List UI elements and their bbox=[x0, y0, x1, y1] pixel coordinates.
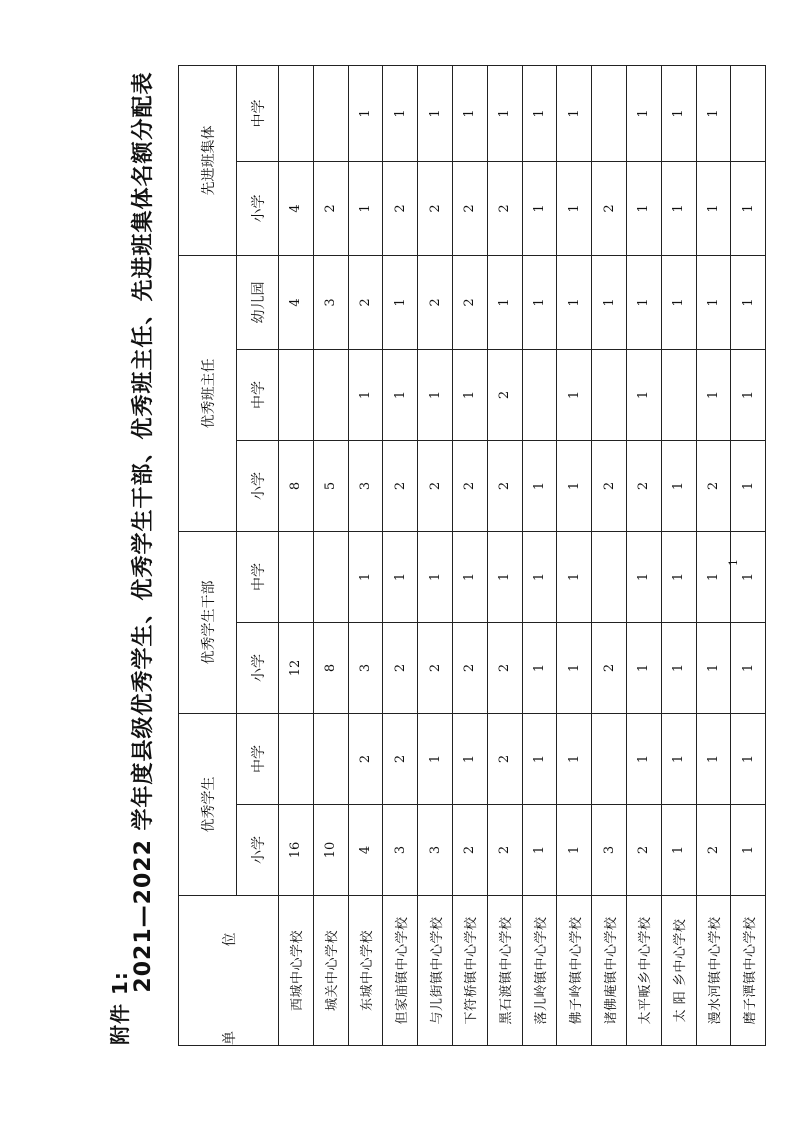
school-name-cell: 漫水河镇中心学校 bbox=[696, 896, 731, 1046]
quota-cell: 1 bbox=[661, 714, 696, 805]
quota-cell: 4 bbox=[279, 161, 314, 255]
quota-cell: 1 bbox=[418, 714, 453, 805]
quota-cell: 1 bbox=[557, 532, 592, 623]
quota-cell: 1 bbox=[696, 623, 731, 714]
quota-cell: 2 bbox=[418, 255, 453, 349]
quota-cell bbox=[592, 350, 627, 441]
table-row bbox=[557, 65, 592, 1045]
table-body bbox=[279, 65, 766, 1045]
subheader-middle: 中学 bbox=[237, 714, 279, 805]
quota-cell: 2 bbox=[592, 441, 627, 532]
quota-cell: 2 bbox=[626, 441, 661, 532]
quota-cell: 1 bbox=[626, 623, 661, 714]
table-row bbox=[418, 65, 453, 1045]
quota-cell: 8 bbox=[313, 623, 348, 714]
quota-cell: 1 bbox=[383, 65, 418, 161]
school-name-cell: 佛子岭镇中心学校 bbox=[557, 896, 592, 1046]
quota-cell: 1 bbox=[626, 65, 661, 161]
quota-cell: 1 bbox=[696, 532, 731, 623]
quota-cell: 1 bbox=[557, 441, 592, 532]
quota-cell: 1 bbox=[418, 65, 453, 161]
table-group-header-row bbox=[179, 65, 237, 1045]
quota-cell: 1 bbox=[731, 350, 766, 441]
table-row bbox=[348, 65, 383, 1045]
quota-cell: 1 bbox=[626, 714, 661, 805]
quota-cell: 1 bbox=[626, 532, 661, 623]
quota-cell: 2 bbox=[383, 623, 418, 714]
quota-cell: 1 bbox=[696, 65, 731, 161]
school-name-cell: 太 阳 乡中心学校 bbox=[661, 896, 696, 1046]
table-row bbox=[313, 65, 348, 1045]
quota-cell: 1 bbox=[557, 714, 592, 805]
quota-cell: 1 bbox=[522, 714, 557, 805]
quota-cell: 1 bbox=[696, 714, 731, 805]
school-name-cell: 磨子潭镇中心学校 bbox=[731, 896, 766, 1046]
group-header-excellent-students: 优秀学生 bbox=[179, 714, 237, 896]
quota-cell: 3 bbox=[383, 805, 418, 896]
quota-cell: 1 bbox=[661, 65, 696, 161]
subheader-primary: 小学 bbox=[237, 623, 279, 714]
quota-cell bbox=[592, 65, 627, 161]
subheader-middle: 中学 bbox=[237, 65, 279, 161]
unit-header: 单 位 bbox=[179, 896, 279, 1046]
quota-cell: 2 bbox=[418, 441, 453, 532]
quota-cell: 3 bbox=[418, 805, 453, 896]
group-header-student-cadres: 优秀学生干部 bbox=[179, 532, 237, 714]
document-title: 2021—2022 学年度县级优秀学生、优秀学生干部、优秀班主任、先进班集体名额分配表 bbox=[131, 71, 156, 993]
group-header-advanced-classes: 先进班集体 bbox=[179, 65, 237, 255]
quota-cell: 1 bbox=[626, 255, 661, 349]
page-number: 1 bbox=[727, 559, 740, 566]
quota-cell: 5 bbox=[313, 441, 348, 532]
school-name-cell: 下符桥镇中心学校 bbox=[452, 896, 487, 1046]
quota-cell: 1 bbox=[522, 255, 557, 349]
subheader-middle: 中学 bbox=[237, 350, 279, 441]
quota-cell: 8 bbox=[279, 441, 314, 532]
quota-cell: 1 bbox=[731, 441, 766, 532]
quota-cell bbox=[279, 350, 314, 441]
quota-cell bbox=[313, 714, 348, 805]
quota-cell: 1 bbox=[383, 532, 418, 623]
subheader-middle: 中学 bbox=[237, 532, 279, 623]
quota-cell: 2 bbox=[487, 441, 522, 532]
quota-cell: 3 bbox=[348, 623, 383, 714]
quota-cell: 2 bbox=[418, 161, 453, 255]
group-header-head-teachers: 优秀班主任 bbox=[179, 255, 237, 531]
quota-cell: 3 bbox=[313, 255, 348, 349]
quota-cell: 1 bbox=[661, 623, 696, 714]
quota-cell: 1 bbox=[522, 532, 557, 623]
school-name-cell: 西城中心学校 bbox=[279, 896, 314, 1046]
quota-cell: 1 bbox=[661, 532, 696, 623]
quota-cell: 1 bbox=[522, 161, 557, 255]
quota-cell bbox=[592, 532, 627, 623]
quota-cell: 2 bbox=[383, 161, 418, 255]
quota-cell: 1 bbox=[696, 161, 731, 255]
quota-cell: 1 bbox=[696, 350, 731, 441]
quota-cell: 2 bbox=[452, 441, 487, 532]
quota-cell: 2 bbox=[696, 805, 731, 896]
quota-cell: 2 bbox=[348, 714, 383, 805]
quota-cell: 16 bbox=[279, 805, 314, 896]
quota-cell: 1 bbox=[348, 161, 383, 255]
quota-cell bbox=[279, 65, 314, 161]
quota-cell: 2 bbox=[487, 805, 522, 896]
school-name-cell: 黑石渡镇中心学校 bbox=[487, 896, 522, 1046]
quota-cell: 1 bbox=[557, 65, 592, 161]
quota-cell: 1 bbox=[557, 161, 592, 255]
table-row bbox=[626, 65, 661, 1045]
quota-cell: 1 bbox=[661, 255, 696, 349]
quota-cell: 2 bbox=[696, 441, 731, 532]
quota-cell: 1 bbox=[418, 532, 453, 623]
quota-cell: 2 bbox=[383, 441, 418, 532]
quota-cell: 1 bbox=[452, 714, 487, 805]
quota-cell: 2 bbox=[418, 623, 453, 714]
quota-cell: 1 bbox=[661, 805, 696, 896]
quota-cell: 1 bbox=[348, 65, 383, 161]
quota-cell: 1 bbox=[731, 532, 766, 623]
table-row bbox=[487, 65, 522, 1045]
annex-label: 附件 1: bbox=[108, 971, 132, 1045]
quota-cell: 1 bbox=[348, 532, 383, 623]
quota-cell: 1 bbox=[661, 161, 696, 255]
quota-cell: 4 bbox=[279, 255, 314, 349]
table-row bbox=[383, 65, 418, 1045]
quota-cell: 1 bbox=[522, 65, 557, 161]
quota-cell: 4 bbox=[348, 805, 383, 896]
school-name-cell: 太平畈乡中心学校 bbox=[626, 896, 661, 1046]
quota-cell bbox=[522, 350, 557, 441]
quota-cell: 2 bbox=[487, 350, 522, 441]
quota-cell: 1 bbox=[731, 805, 766, 896]
table-row bbox=[592, 65, 627, 1045]
quota-cell: 3 bbox=[592, 805, 627, 896]
table-row bbox=[661, 65, 696, 1045]
quota-cell bbox=[279, 714, 314, 805]
quota-cell: 2 bbox=[626, 805, 661, 896]
school-name-cell: 东城中心学校 bbox=[348, 896, 383, 1046]
quota-cell: 1 bbox=[452, 350, 487, 441]
table-row bbox=[522, 65, 557, 1045]
quota-cell: 12 bbox=[279, 623, 314, 714]
quota-cell: 2 bbox=[487, 714, 522, 805]
school-name-cell: 与儿街镇中心学校 bbox=[418, 896, 453, 1046]
quota-cell: 1 bbox=[731, 255, 766, 349]
quota-cell: 1 bbox=[626, 350, 661, 441]
table-row bbox=[731, 65, 766, 1045]
table-row bbox=[696, 65, 731, 1045]
quota-cell: 2 bbox=[592, 161, 627, 255]
quota-cell: 2 bbox=[452, 255, 487, 349]
quota-cell: 1 bbox=[383, 350, 418, 441]
school-name-cell: 城关中心学校 bbox=[313, 896, 348, 1046]
quota-cell bbox=[313, 532, 348, 623]
quota-cell bbox=[731, 65, 766, 161]
subheader-kindergarten: 幼儿园 bbox=[237, 255, 279, 349]
quota-cell bbox=[279, 532, 314, 623]
quota-cell bbox=[661, 350, 696, 441]
quota-cell: 2 bbox=[452, 161, 487, 255]
quota-cell: 1 bbox=[522, 441, 557, 532]
quota-cell: 2 bbox=[313, 161, 348, 255]
school-name-cell: 诸佛庵镇中心学校 bbox=[592, 896, 627, 1046]
quota-cell: 2 bbox=[487, 623, 522, 714]
table-row bbox=[452, 65, 487, 1045]
quota-cell: 2 bbox=[592, 623, 627, 714]
quota-cell: 1 bbox=[487, 255, 522, 349]
subheader-primary: 小学 bbox=[237, 805, 279, 896]
quota-cell: 1 bbox=[522, 623, 557, 714]
quota-cell: 1 bbox=[557, 255, 592, 349]
school-name-cell: 但家庙镇中心学校 bbox=[383, 896, 418, 1046]
quota-cell: 1 bbox=[731, 623, 766, 714]
quota-table bbox=[178, 65, 766, 1046]
school-name-cell: 落儿岭镇中心学校 bbox=[522, 896, 557, 1046]
subheader-primary: 小学 bbox=[237, 161, 279, 255]
quota-cell: 10 bbox=[313, 805, 348, 896]
quota-cell: 1 bbox=[452, 65, 487, 161]
table-row bbox=[279, 65, 314, 1045]
quota-cell: 1 bbox=[661, 441, 696, 532]
quota-cell: 1 bbox=[592, 255, 627, 349]
quota-cell: 2 bbox=[487, 161, 522, 255]
quota-cell: 2 bbox=[383, 714, 418, 805]
quota-cell: 1 bbox=[626, 161, 661, 255]
quota-cell: 1 bbox=[557, 623, 592, 714]
quota-cell: 2 bbox=[452, 623, 487, 714]
quota-cell: 1 bbox=[418, 350, 453, 441]
quota-cell: 1 bbox=[487, 532, 522, 623]
quota-cell: 1 bbox=[522, 805, 557, 896]
quota-cell: 1 bbox=[731, 714, 766, 805]
quota-cell: 1 bbox=[557, 805, 592, 896]
quota-cell: 1 bbox=[487, 65, 522, 161]
quota-cell: 2 bbox=[348, 255, 383, 349]
quota-cell: 1 bbox=[383, 255, 418, 349]
subheader-primary: 小学 bbox=[237, 441, 279, 532]
quota-cell: 1 bbox=[348, 350, 383, 441]
quota-cell: 1 bbox=[696, 255, 731, 349]
quota-cell bbox=[313, 350, 348, 441]
quota-cell: 2 bbox=[452, 805, 487, 896]
quota-cell bbox=[592, 714, 627, 805]
quota-cell bbox=[313, 65, 348, 161]
quota-cell: 1 bbox=[452, 532, 487, 623]
quota-cell: 3 bbox=[348, 441, 383, 532]
quota-cell: 1 bbox=[731, 161, 766, 255]
quota-cell: 1 bbox=[557, 350, 592, 441]
